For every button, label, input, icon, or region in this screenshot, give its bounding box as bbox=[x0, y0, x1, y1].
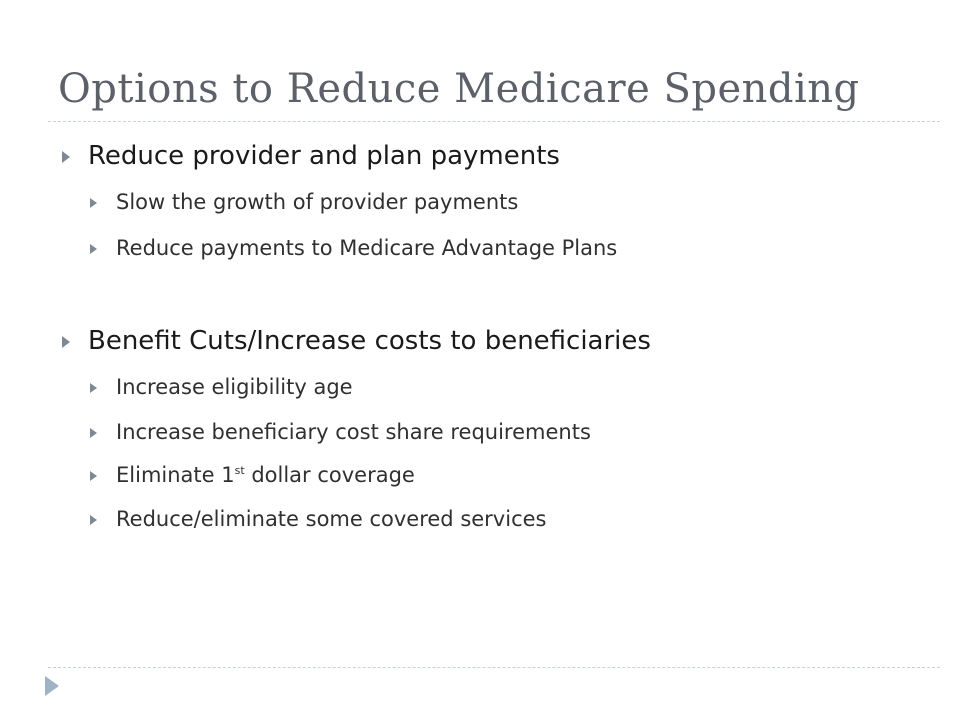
text-part: dollar coverage bbox=[244, 463, 415, 487]
sub-bullet-text: Slow the growth of provider payments bbox=[116, 190, 519, 214]
triangle-bullet-icon bbox=[90, 471, 97, 481]
sub-bullet-text: Reduce payments to Medicare Advantage Plans bbox=[116, 236, 618, 260]
bullet-text: Reduce provider and plan payments bbox=[88, 141, 560, 171]
triangle-bullet-icon bbox=[62, 336, 70, 348]
text-part: Eliminate 1 bbox=[116, 463, 235, 487]
triangle-bullet-icon bbox=[62, 151, 70, 163]
title-divider bbox=[48, 121, 940, 122]
footer-divider bbox=[48, 667, 940, 668]
corner-triangle-icon bbox=[45, 676, 59, 696]
triangle-bullet-icon bbox=[90, 244, 97, 254]
triangle-bullet-icon bbox=[90, 383, 97, 393]
sub-bullet-text: Increase eligibility age bbox=[116, 375, 353, 399]
triangle-bullet-icon bbox=[90, 198, 97, 208]
triangle-bullet-icon bbox=[90, 428, 97, 438]
sub-bullet-text bbox=[116, 463, 415, 487]
sub-bullet-text: Increase beneficiary cost share requirements bbox=[116, 420, 591, 444]
slide-title: Options to Reduce Medicare Spending bbox=[58, 66, 860, 112]
bullet-text: Benefit Cuts/Increase costs to beneficiaries bbox=[88, 326, 651, 356]
triangle-bullet-icon bbox=[90, 515, 97, 525]
sub-bullet-text: Reduce/eliminate some covered services bbox=[116, 507, 547, 531]
ordinal-superscript: st bbox=[234, 464, 245, 477]
